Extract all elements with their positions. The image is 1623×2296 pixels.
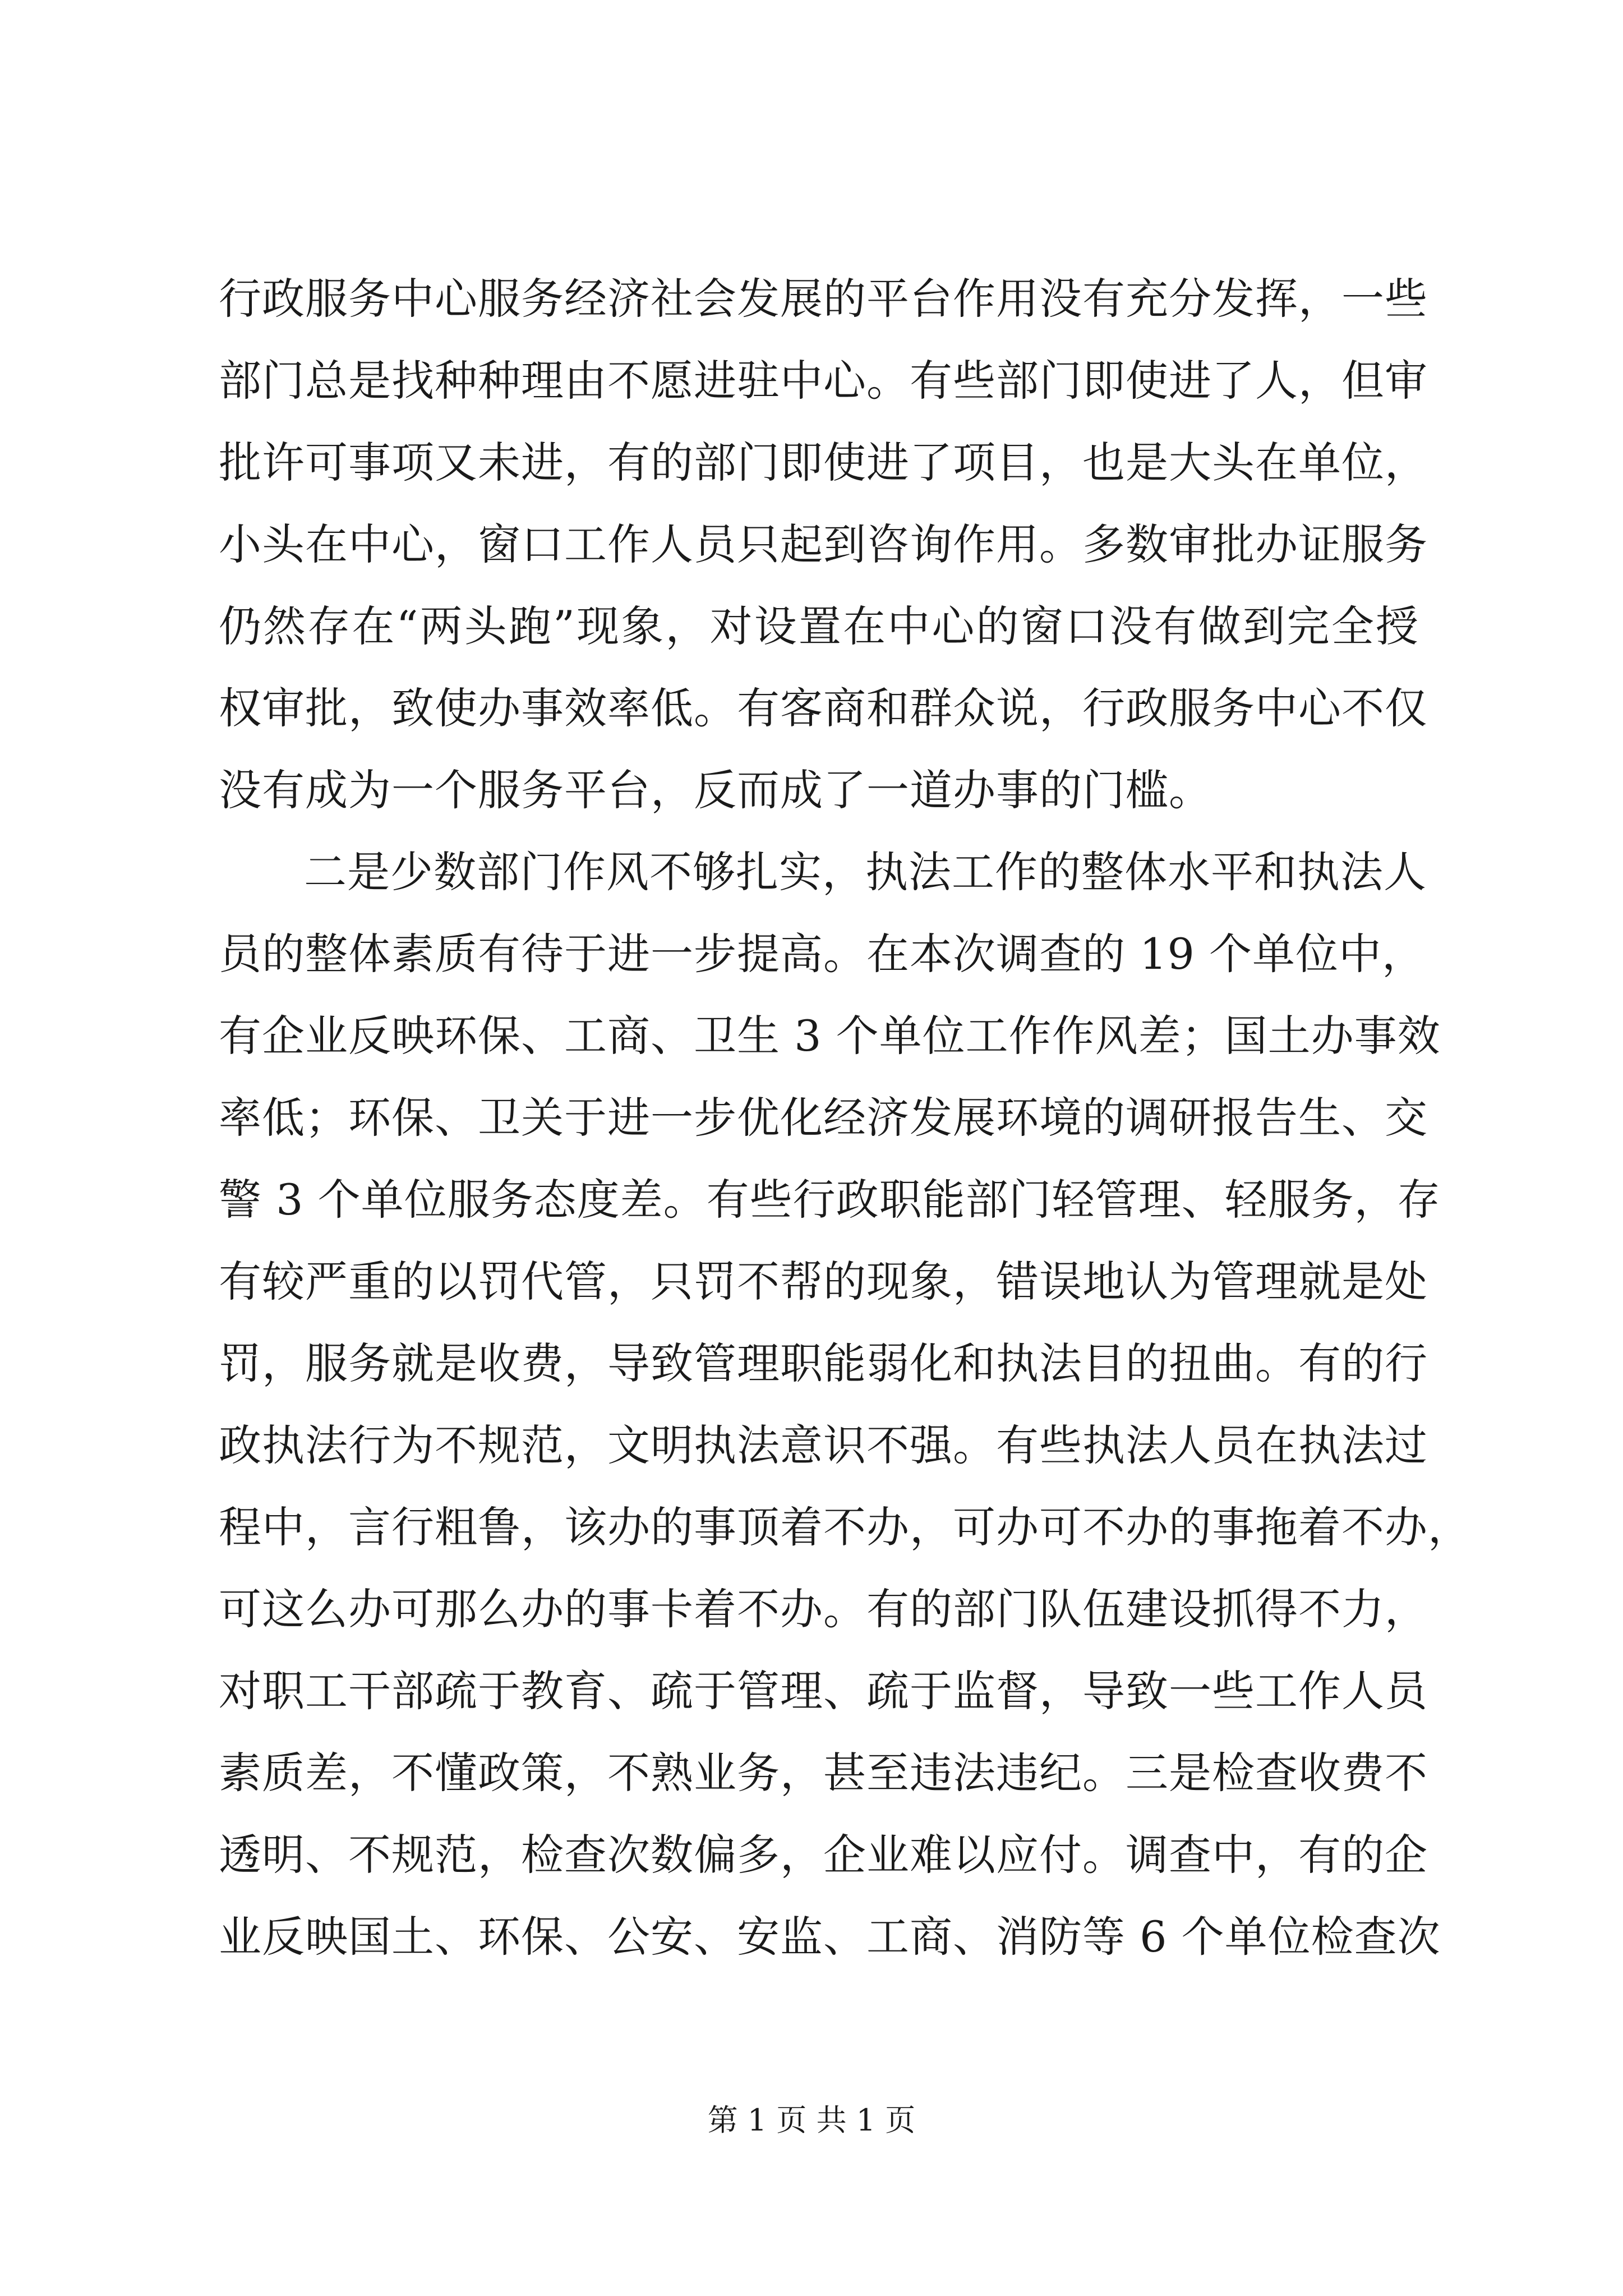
paragraph-2 <box>219 831 1471 1978</box>
text-line: 业反映国土、环保、公安、安监、工商、消防等 6 个单位检查次 <box>219 1912 1441 1962</box>
page-footer: 第 1 页 共 1 页 <box>707 2102 916 2138</box>
body-text <box>219 258 1471 1978</box>
text-line: 仍然存在“两头跑”现象，对设置在中心的窗口没有做到完全授 <box>219 601 1419 651</box>
text-line: 罚，服务就是收费，导致管理职能弱化和执法目的扭曲。有的行 <box>219 1338 1428 1388</box>
text-line: 二是少数部门作风不够扎实，执法工作的整体水平和执法人 <box>304 847 1427 897</box>
text-line: 小头在中心，窗口工作人员只起到咨询作用。多数审批办证服务 <box>219 519 1428 569</box>
text-line: 有较严重的以罚代管，只罚不帮的现象，错误地认为管理就是处 <box>219 1257 1428 1306</box>
text-line: 透明、不规范，检查次数偏多，企业难以应付。调查中，有的企 <box>219 1830 1428 1880</box>
text-line: 对职工干部疏于教育、疏于管理、疏于监督，导致一些工作人员 <box>219 1666 1428 1716</box>
text-line: 批许可事项又未进，有的部门即使进了项目，也是大头在单位， <box>219 438 1428 487</box>
text-line: 可这么办可那么办的事卡着不办。有的部门队伍建设抓得不力， <box>219 1584 1428 1634</box>
text-line: 行政服务中心服务经济社会发展的平台作用没有充分发挥，一些 <box>219 274 1428 324</box>
text-line: 率低；环保、卫关于进一步优化经济发展环境的调研报告生、交 <box>219 1093 1428 1143</box>
text-line: 警 3 个单位服务态度差。有些行政职能部门轻管理、轻服务，存 <box>219 1175 1441 1225</box>
text-line: 有企业反映环保、工商、卫生 3 个单位工作作风差；国土办事效 <box>219 1011 1441 1061</box>
text-line: 权审批，致使办事效率低。有客商和群众说，行政服务中心不仅 <box>219 683 1428 733</box>
text-line: 员的整体素质有待于进一步提高。在本次调查的 19 个单位中， <box>219 929 1426 979</box>
text-line: 没有成为一个服务平台，反而成了一道办事的门槛。 <box>219 765 1212 815</box>
paragraph-1 <box>219 258 1428 831</box>
text-line: 部门总是找种种理由不愿进驻中心。有些部门即使进了人，但审 <box>219 356 1428 406</box>
text-line: 素质差，不懂政策，不熟业务，甚至违法违纪。三是检查收费不 <box>219 1748 1428 1798</box>
text-line: 政执法行为不规范，文明执法意识不强。有些执法人员在执法过 <box>219 1420 1428 1470</box>
text-line: 程中，言行粗鲁，该办的事顶着不办，可办可不办的事拖着不办， <box>219 1502 1471 1552</box>
